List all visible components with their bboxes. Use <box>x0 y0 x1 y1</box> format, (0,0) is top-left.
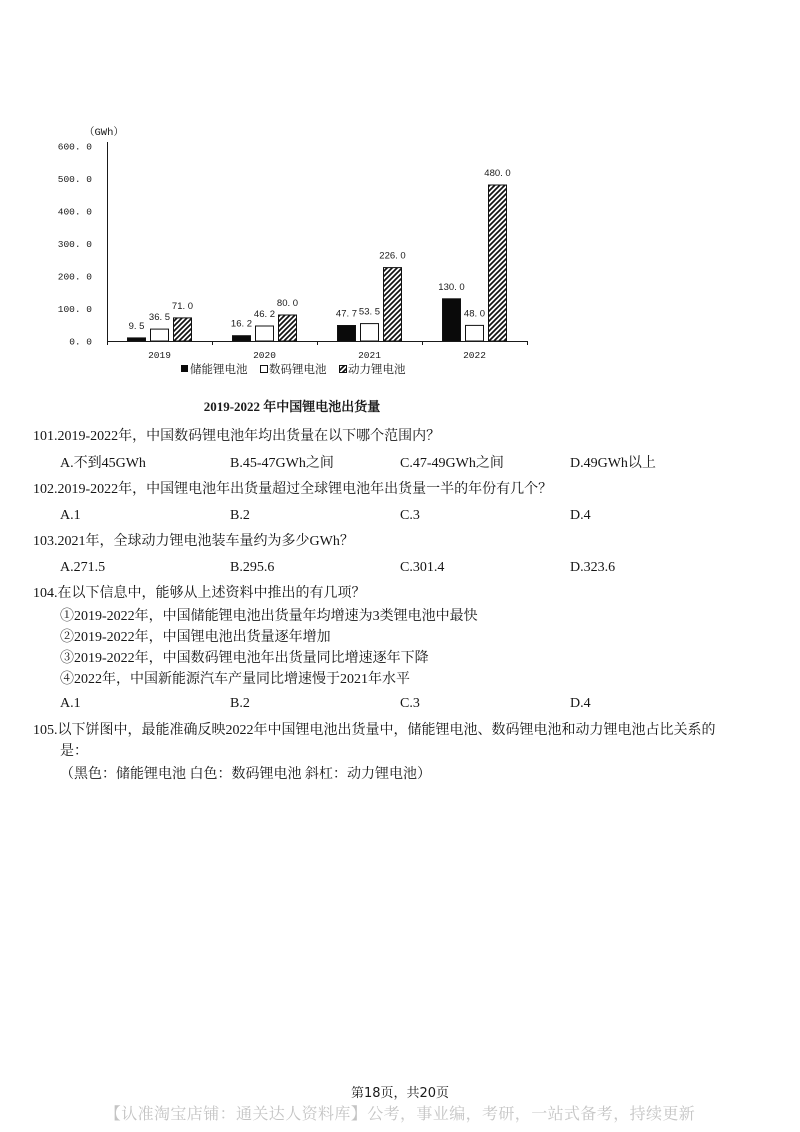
data-label-energy-storage-2020: 16. 2 <box>230 318 253 330</box>
bar-energy-storage-2021 <box>338 326 356 342</box>
bar-digital-2019 <box>151 329 169 341</box>
y-tick-label-200: 200. 0 <box>57 271 92 283</box>
x-tick-label-2022: 2022 <box>463 350 486 361</box>
watermark-text: 【认准淘宝店铺：通关达人资料库】公考，事业编，考研，一站式备考，持续更新 <box>104 1104 696 1123</box>
data-label-digital-2019: 36. 5 <box>148 312 171 324</box>
y-tick-label-100: 100. 0 <box>57 304 92 315</box>
bar-energy-storage-2020 <box>233 336 251 341</box>
question-102-option-c: C.3 <box>400 508 420 523</box>
chart-marks <box>58 142 528 362</box>
question-101-option-c: C.47-49GWh之间 <box>400 456 504 471</box>
x-tick-label-2021: 2021 <box>358 350 381 361</box>
question-101-option-b: B.45-47GWh之间 <box>230 456 334 471</box>
question-101-option-d: D.49GWh以上 <box>570 456 656 471</box>
data-label-power-2022: 480. 0 <box>484 168 511 179</box>
question-104-statement-1: ①2019-2022年，中国储能锂电池出货量年均增速为3类锂电池中最快 <box>60 609 478 624</box>
question-105-stem-line-1: 105.以下饼图中，最能准确反映2022年中国锂电池出货量中，储能锂电池、数码锂电池和动力锂电池占比关系的 <box>33 723 716 738</box>
question-104-statement-2: ②2019-2022年，中国锂电池出货量逐年增加 <box>60 630 331 645</box>
question-103-option-c: C.301.4 <box>400 560 445 575</box>
data-label-digital-2021: 53. 5 <box>358 306 381 318</box>
y-tick-label-0: 0. 0 <box>69 336 92 348</box>
question-104-option-c: C.3 <box>400 696 420 711</box>
legend <box>181 362 406 376</box>
bar-power-2021 <box>384 268 402 341</box>
chart-title: 2019-2022 年中国锂电池出货量 <box>203 399 381 414</box>
bar-digital-2022 <box>466 325 484 341</box>
bar-digital-2021 <box>361 324 379 341</box>
data-label-power-2020: 80. 0 <box>276 298 299 309</box>
y-tick-label-400: 400. 0 <box>57 206 92 218</box>
legend-label-digital: 数码锂电池 <box>269 362 327 376</box>
data-label-energy-storage-2019: 9. 5 <box>128 320 145 332</box>
question-104-option-d: D.4 <box>570 696 591 711</box>
question-102-option-b: B.2 <box>230 508 250 523</box>
question-102-options <box>0 507 800 525</box>
y-tick-label-600: 600. 0 <box>57 141 92 153</box>
data-label-digital-2020: 46. 2 <box>253 309 276 320</box>
data-label-digital-2022: 48. 0 <box>463 308 486 320</box>
x-tick-label-2020: 2020 <box>253 350 276 361</box>
question-102-stem: 102.2019-2022年，中国锂电池年出货量超过全球锂电池年出货量一半的年份有几个？ <box>33 482 553 497</box>
y-tick-label-300: 300. 0 <box>57 239 92 250</box>
legend-label-power: 动力锂电池 <box>348 362 406 376</box>
y-axis-unit-label: （GWh） <box>84 127 124 139</box>
bar-digital-2020 <box>256 326 274 341</box>
question-104-options <box>0 695 800 713</box>
x-tick-label-2019: 2019 <box>148 350 171 361</box>
legend-swatch-power <box>340 366 347 373</box>
question-101-option-a: A.不到45GWh <box>60 456 146 471</box>
question-104-option-a: A.1 <box>60 696 81 711</box>
bar-energy-storage-2019 <box>128 338 146 341</box>
legend-label-energy-storage: 储能锂电池 <box>190 362 248 376</box>
question-103-option-d: D.323.6 <box>570 560 616 575</box>
bar-chart <box>0 0 800 420</box>
question-104-stem: 104.在以下信息中，能够从上述资料中推出的有几项？ <box>33 586 366 601</box>
question-101-stem: 101.2019-2022年，中国数码锂电池年均出货量在以下哪个范围内？ <box>33 429 441 444</box>
question-105-color-note: （黑色：储能锂电池 白色：数码锂电池 斜杠：动力锂电池） <box>60 767 431 782</box>
data-label-energy-storage-2022: 130. 0 <box>438 281 465 293</box>
question-103-option-b: B.295.6 <box>230 560 275 575</box>
question-104-statement-3: ③2019-2022年，中国数码锂电池年出货量同比增速逐年下降 <box>60 651 429 666</box>
question-103-options <box>0 559 800 577</box>
bar-power-2019 <box>174 318 192 341</box>
question-105-stem-line-2: 是： <box>60 744 88 759</box>
question-101-options <box>0 455 800 473</box>
data-label-energy-storage-2021: 47. 7 <box>335 308 358 320</box>
data-label-power-2021: 226. 0 <box>379 250 406 262</box>
question-103-stem: 103.2021年，全球动力锂电池装车量约为多少GWh？ <box>33 534 354 549</box>
question-102-option-a: A.1 <box>60 508 81 523</box>
bar-power-2020 <box>279 315 297 341</box>
bar-energy-storage-2022 <box>443 299 461 341</box>
page-number: 第18页，共20页 <box>350 1086 450 1101</box>
data-label-power-2019: 71. 0 <box>171 300 194 312</box>
question-104-statement-4: ④2022年，中国新能源汽车产量同比增速慢于2021年水平 <box>60 672 410 687</box>
question-104-option-b: B.2 <box>230 696 250 711</box>
bar-power-2022 <box>489 185 507 341</box>
y-tick-label-500: 500. 0 <box>57 174 92 185</box>
question-103-option-a: A.271.5 <box>60 560 106 575</box>
question-102-option-d: D.4 <box>570 508 591 523</box>
legend-swatch-energy-storage <box>181 365 188 372</box>
legend-swatch-digital <box>261 366 268 373</box>
